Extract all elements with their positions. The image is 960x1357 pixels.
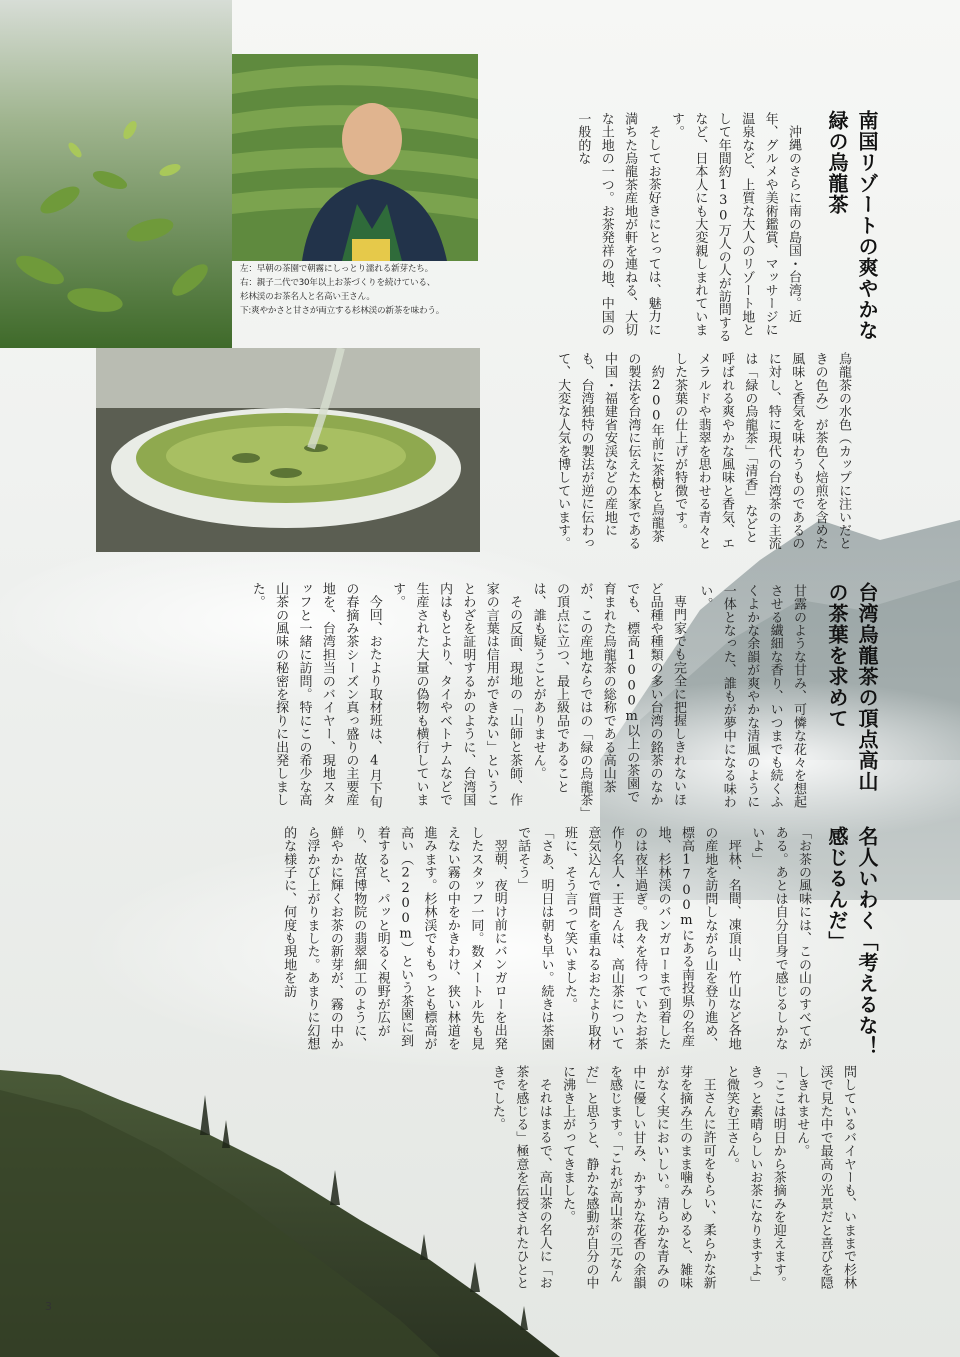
section-body-highmountain-intro [690,584,810,809]
section-body-resort [515,112,805,344]
section-heading-highmountain: 台湾烏龍茶の頂点高山の茶葉を求めて [825,582,879,792]
paragraph: 甘露のような甘み、可憐な花々を想起させる繊細な香り、いつまでも続くふくよかな余韻が爽やかな清風のように一体となった、誰もが夢中になる味わい。 [697,584,806,809]
tea-cup-photo [96,348,480,552]
tea-leaves-photo [0,0,232,348]
caption-line: 杉林渓のお茶名人と名高い王さん。 [240,292,375,302]
paragraph: 沖縄のさらに南の島国・台湾。近年、グルメや美術鑑賞、マッサージに温泉など、上質な大人のリゾート地として年間約130万人の人が訪問するなど、日本人にも大変親しまれています。 [668,112,801,343]
caption-line: 右：親子二代で30年以上お茶づくりを続けている、 [240,278,436,288]
paragraph: そしてお茶好きにとっては、魅力に満ちた烏龍茶産地が軒を連ねる、大切な土地の一つ。お茶発祥の地、中国の一般的な [575,112,661,337]
quote: 「さあ、明日は朝も早い。続きは茶園で話そう」 [515,826,554,1051]
page-number: 3 [45,1300,52,1313]
paragraph: 専門家でも完全に把握しきれないほど品種や種類の多い台湾の銘茶のなかでも、標高1000m以上の茶園で育まれた烏龍茶の総称である高山茶が、この産地ならではの「緑の烏龍茶」の頂点に立つ、最上級品であることは、誰も疑うことがありません。 [530,582,686,814]
section-body-conclusion [360,1065,860,1297]
paragraph: 坪林、名間、凍頂山、竹山など各地の産地を訪問しながら山を登り進め、標高1700mにある南投県の名産地、杉林渓のバンガローまで到着したのは夜半過ぎ。我々を待っていたお茶作り名人・王さんは、高山茶について意気込んで質問を重ねるおたより取材班に、そう言って笑いました。 [561,826,741,1051]
paragraph: 今回、おたより取材班は、4月下旬の春摘み茶シーズン真っ盛りの主要産地を、台湾担当のバイヤー、現地スタッフと一緒に訪問。特にこの希少な高山茶の風味の秘密を探りに出発しました。 [249,582,382,809]
paragraph: それはまるで、高山茶の名人に「お茶を感じる」極意を伝授されたひとときでした。 [489,1065,552,1290]
section-heading-master: 名人いわく「考えるな！感じるんだ」 [825,826,879,1057]
paragraph: 王さんに許可をもらい、柔らかな新芽を摘み生のまま噛みしめると、雑味がなく実においしい。清らかな青みの中に優しい甘み、かすかな花香の余韻を感じます。「これが高山茶の元なんだ」と思うと、静かな感動が自分の中に沸き上がってきました。 [560,1065,716,1290]
paragraph: 問しているバイヤーも、いままで杉林渓で見た中で最高の光景だと喜びを隠しきれません。 [794,1065,856,1290]
paragraph: その反面、現地の「山師と茶師、作家の言葉は信用ができない」ということわざを証明するかのように、台湾国内はもとより、タイやベトナムなどで生産された大量の偽物も横行しています。 [390,582,523,807]
section-body-master [240,826,815,1058]
paragraph: 烏龍茶の水色（カップに注いだときの色み）が茶色く焙煎を含めた風味と香気を味わうものであるのに対し、特に現代の台湾茶の主流は「緑の烏龍茶」「清香」などと呼ばれる爽やかな風味と香気、エメラルドや翡翠を思わせる青々とした茶葉の仕上げが特徴です。 [672,352,851,550]
paragraph: 翌朝、夜明け前にバンガローを出発したスタッフ一同。数メートル先も見えない霧の中をかきわけ、狭い林道を進みます。杉林渓でももっとも標高が高い（2200m）という茶園に到着すると、パッと明るく視野が広がり、故宮博物院の翡翠細工のように、鮮やかに輝くお茶の新芽が、霧の中から浮かび上がりました。あまりに幻想的な様子に、何度も現地を訪 [281,826,507,1051]
caption-line: 下:爽やかさと甘さが両立する杉林渓の新茶を味わう。 [240,306,445,316]
photo-caption [240,262,480,318]
section-body-highmountain [60,582,690,814]
section-body-resort-cont [515,352,855,552]
quote: 「ここは明日から茶摘みを迎えます。きっと素晴らしいお茶になりますよ」と微笑む王さん。 [723,1065,786,1290]
quote: 「お茶の風味には、この山のすべてがある。あとは自分自身で感じるしかないよ」 [749,826,811,1051]
tea-master-photo [232,54,478,261]
section-heading-resort: 南国リゾートの爽やかな緑の烏龍茶 [825,110,879,341]
paragraph: 約200年前に茶樹と烏龍茶の製法を台湾に伝えた本家である中国・福建省安渓などの産地にも、台湾独特の製法が逆に伝わって、大変な人気を博しています。 [555,352,664,550]
caption-line: 左：早朝の茶園で朝霧にしっとり濡れる新芽たち。 [240,264,434,274]
